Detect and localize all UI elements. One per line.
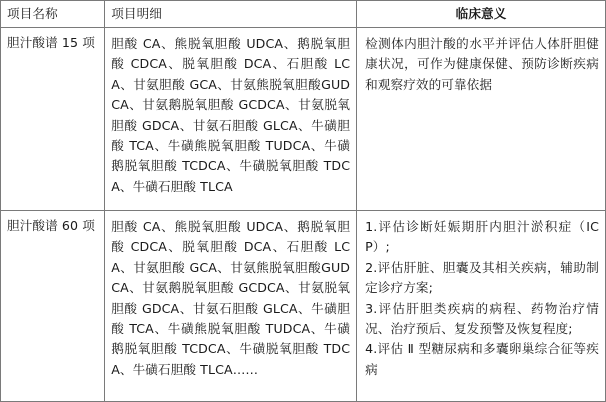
table-header-row bbox=[1, 1, 606, 28]
cell-project-detail: 胆酸 CA、熊脱氧胆酸 UDCA、鹅脱氧胆酸 CDCA、脱氧胆酸 DCA、石胆酸 LCA、甘氨胆酸 GCA、甘氨熊脱氧胆酸GUDCA、甘氨鹅脱氧胆酸 GCDCA、甘氨脱氧胆酸 GDCA、甘氨石胆酸 GLCA、牛磺胆酸 TCA、牛磺熊脱氧胆酸 TUDCA、牛磺鹅脱氧胆酸 TCDCA、牛磺脱氧胆酸 TDCA、牛磺石胆酸 TLCA bbox=[105, 28, 357, 211]
header-project-detail: 项目明细 bbox=[105, 1, 357, 28]
meaning-item-2: 2.评估肝脏、胆囊及其相关疾病，辅助制定诊疗方案; bbox=[365, 259, 599, 296]
header-project-name: 项目名称 bbox=[1, 1, 105, 28]
cell-project-detail: 胆酸 CA、熊脱氧胆酸 UDCA、鹅脱氧胆酸 CDCA、脱氧胆酸 DCA、石胆酸 LCA、甘氨胆酸 GCA、甘氨熊脱氧胆酸GUDCA、甘氨鹅脱氧胆酸 GCDCA、甘氨脱氧胆酸 GDCA、甘氨石胆酸 GLCA、牛磺胆酸 TCA、牛磺熊脱氧胆酸 TUDCA、牛磺鹅脱氧胆酸 TCDCA、牛磺脱氧胆酸 TDCA、牛磺石胆酸 TLCA…… bbox=[105, 211, 357, 402]
cell-project-name: 胆汁酸谱 15 项 bbox=[1, 28, 105, 211]
table-row-bile-acid-60 bbox=[1, 211, 606, 402]
meaning-text: 检测体内胆汁酸的水平并评估人体肝胆健康状况，可作为健康保健、预防诊断疾病和观察疗效的可靠依据 bbox=[365, 36, 599, 92]
header-clinical-meaning: 临床意义 bbox=[357, 1, 606, 28]
meaning-item-1: 1.评估诊断妊娠期肝内胆汁淤积症（ICP）; bbox=[365, 219, 599, 255]
meaning-item-3: 3.评估肝胆类疾病的病程、药物治疗情况、治疗预后、复发预警及恢复程度; bbox=[365, 300, 599, 337]
meaning-item-4: 4.评估 Ⅱ 型糖尿病和多囊卵巢综合征等疾病 bbox=[365, 341, 599, 377]
cell-clinical-meaning bbox=[357, 28, 606, 211]
cell-clinical-meaning bbox=[357, 211, 606, 402]
table-row-bile-acid-15 bbox=[1, 28, 606, 211]
cell-project-name: 胆汁酸谱 60 项 bbox=[1, 211, 105, 402]
